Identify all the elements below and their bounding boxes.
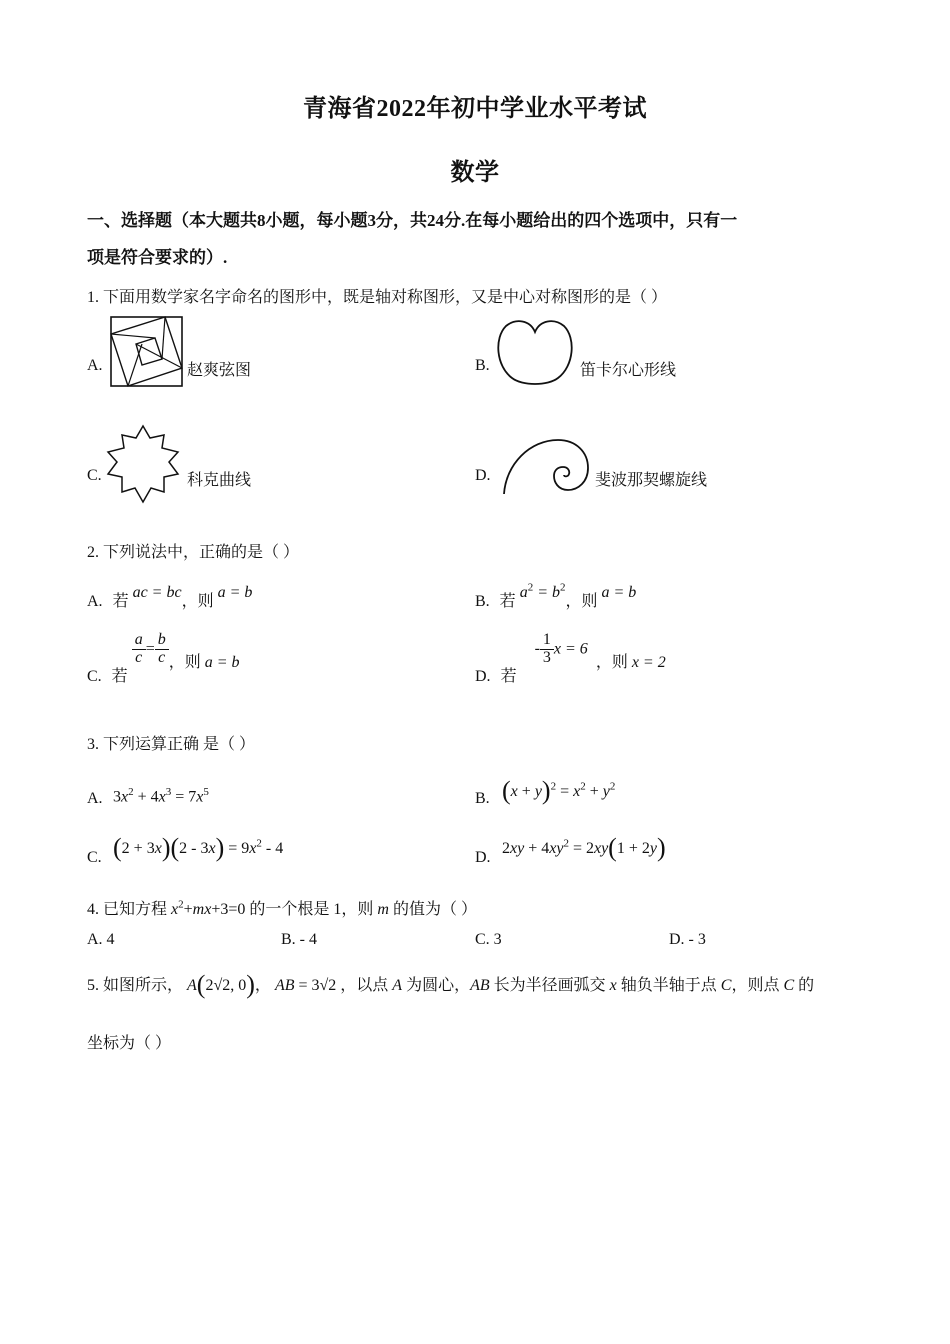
q1-option-d-letter[interactable]: D.	[475, 467, 491, 484]
fraction-b-over-c	[155, 632, 169, 667]
q1-option-d-label: 斐波那契螺旋线	[595, 472, 708, 489]
q3-option-a-expression: $3x^2 + 4x^3 = 7x^5$	[113, 786, 209, 806]
option-letter: C.	[87, 667, 102, 685]
q4-option-a[interactable]: A. 4	[87, 931, 115, 948]
q4-option-b[interactable]: B. - 4	[281, 931, 317, 948]
q3-option-d-expression: $2xy + 4xy^2 = 2xy(1 + 2y)$	[502, 833, 666, 862]
q1-option-c-letter[interactable]: C.	[87, 467, 102, 484]
condition-expression	[519, 581, 566, 601]
equation-rest: x = 6	[553, 640, 588, 658]
q4-option-c[interactable]: C. 3	[475, 931, 502, 948]
q1-option-b-letter[interactable]: B.	[475, 357, 490, 374]
denominator: 3	[542, 648, 551, 666]
word-ruo: 若	[112, 593, 129, 610]
result-expression: a = b	[204, 653, 240, 671]
question-4-stem: 4. 已知方程 $x^2+mx+3=0$ 的一个根是 1，则 m 的值为（ ）	[87, 898, 477, 918]
lhs: a	[519, 584, 528, 601]
numerator: a	[132, 632, 146, 650]
numerator: 1	[540, 632, 554, 650]
result-expression: a = b	[601, 584, 637, 601]
q1-option-a-label: 赵爽弦图	[187, 362, 252, 379]
denominator: c	[158, 648, 166, 666]
word-ruo: 若	[499, 593, 516, 610]
q1-option-a-letter[interactable]: A.	[87, 357, 103, 374]
option-letter: B.	[475, 593, 490, 610]
fraction-a-over-c	[132, 632, 146, 667]
numerator: b	[155, 632, 169, 650]
question-2-stem: 2. 下列说法中，正确的是（ ）	[87, 544, 300, 561]
word-then: ，则	[595, 653, 628, 671]
fraction-one-third	[540, 632, 554, 667]
result-expression: a = b	[217, 584, 253, 601]
koch-snowflake-icon	[104, 424, 182, 504]
q3-option-d-letter[interactable]: D.	[475, 849, 491, 866]
question-5-stem-line1: 5. 如图所示， A(2√2, 0)， AB = 3√2 ，以点 A 为圆心，AB 长为半径画弧交 x 轴负半轴于点 C，则点 C 的	[87, 970, 815, 999]
q2-option-d[interactable]	[475, 631, 666, 685]
word-ruo: 若	[500, 667, 517, 685]
cardioid-icon	[494, 316, 576, 388]
section-heading-line1: 一、选择题（本大题共8小题，每小题3分，共24分.在每小题给出的四个选项中，只有一	[87, 211, 738, 230]
result-expression: x = 2	[631, 653, 666, 671]
word-then: ，则	[181, 593, 214, 610]
condition-expression: ac = bc	[132, 584, 182, 601]
q4-option-d[interactable]: D. - 3	[669, 931, 706, 948]
question-5-stem-line2: 坐标为（ ）	[87, 1035, 172, 1052]
question-1-stem: 1. 下面用数学家名字命名的图形中，既是轴对称图形，又是中心对称图形的是（ ）	[87, 289, 668, 306]
option-letter: A.	[87, 593, 103, 610]
word-ruo: 若	[111, 667, 128, 685]
q3-option-c-letter[interactable]: C.	[87, 849, 102, 866]
zhao-shuang-diagram-icon	[110, 316, 184, 388]
subject-title: 数学	[450, 160, 500, 186]
minus-sign: -	[534, 640, 540, 658]
exponent: 2	[559, 581, 566, 594]
rhs: = b	[533, 584, 560, 601]
q3-option-a-letter[interactable]: A.	[87, 790, 103, 807]
q1-option-c-label: 科克曲线	[187, 472, 252, 489]
q3-option-b-letter[interactable]: B.	[475, 790, 490, 807]
q2-option-b[interactable]	[475, 581, 637, 611]
fibonacci-spiral-icon	[498, 434, 592, 496]
section-heading-line2: 项是符合要求的）.	[87, 248, 228, 267]
equals-sign: =	[145, 640, 155, 658]
exponent: 2	[527, 581, 534, 594]
denominator: c	[135, 648, 143, 666]
q3-option-c-expression: $(2 + 3x)(2 - 3x) = 9x^2 - 4$	[113, 833, 284, 862]
question-3-stem: 3. 下列运算正确 是（ ）	[87, 736, 256, 753]
word-then: ，则	[565, 593, 598, 610]
page-title: 青海省2022年初中学业水平考试	[303, 96, 647, 122]
word-then: ，则	[168, 653, 201, 671]
q1-option-b-label: 笛卡尔心形线	[580, 362, 677, 379]
q2-option-c[interactable]	[87, 631, 240, 685]
option-letter: D.	[475, 667, 491, 685]
q3-option-b-expression: $(x + y)^2 = x^2 + y^2$	[502, 776, 616, 805]
q2-option-a[interactable]	[87, 584, 253, 611]
